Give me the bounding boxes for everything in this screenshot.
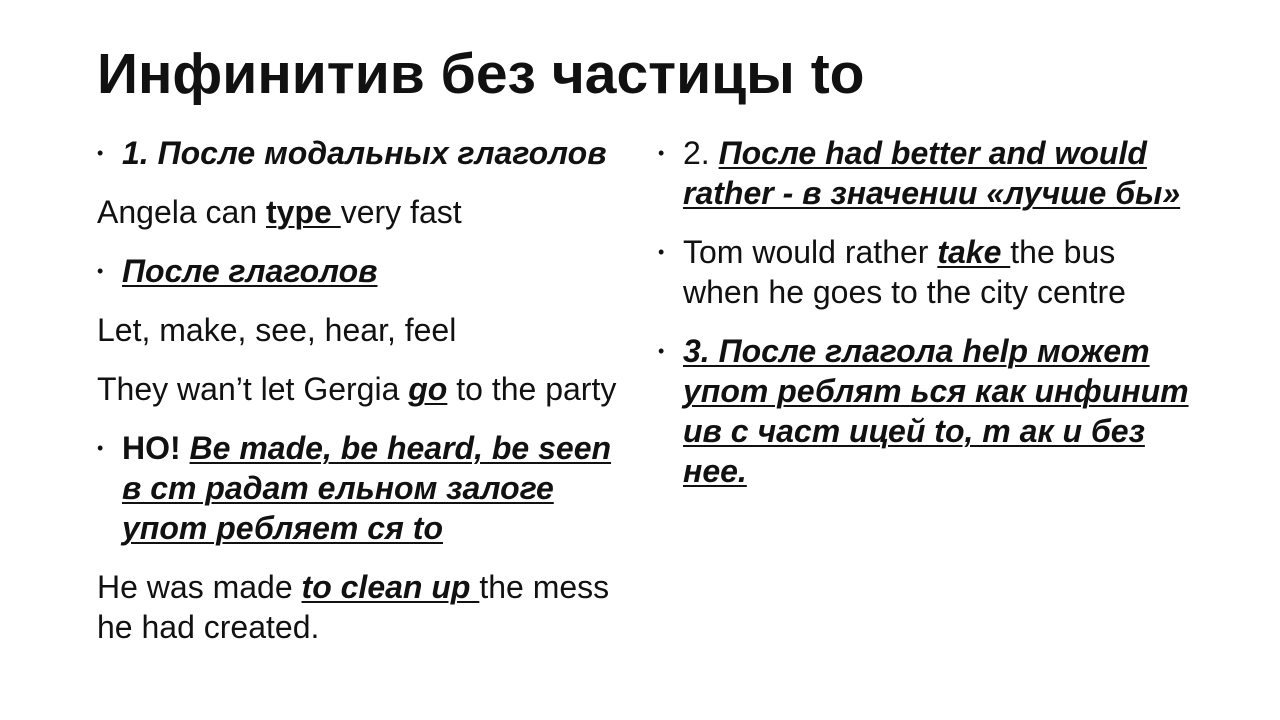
example-text: very fast: [340, 194, 462, 230]
bullet-modal-verbs: [97, 133, 637, 173]
example-verb: take: [937, 234, 1011, 270]
example-text: the bus when he goes to the city centre: [683, 234, 1126, 310]
bullet-lead: НО!: [122, 430, 190, 466]
example-verb: go: [408, 371, 448, 407]
bullet-dot-icon: •: [97, 261, 104, 281]
bullet-dot-icon: •: [97, 438, 104, 458]
example-text: to the party: [447, 371, 617, 407]
example-text: the mess he had created.: [97, 569, 610, 645]
example-verb: type: [266, 194, 341, 230]
example-verb: to clean up: [301, 569, 480, 605]
example-text: He was made: [97, 569, 302, 605]
bullet-had-better: [658, 133, 1198, 213]
example-text: They wan’t let Gergia: [97, 371, 409, 407]
left-column: [97, 133, 637, 647]
example-text: Angela can: [97, 194, 267, 230]
verb-list: Let, make, see, hear, feel: [97, 312, 457, 348]
bullet-text: После глаголов: [122, 253, 378, 289]
bullet-dot-icon: •: [658, 143, 665, 163]
bullet-dot-icon: •: [658, 242, 665, 262]
bullet-passive: [97, 428, 637, 548]
bullet-lead: 2.: [683, 135, 719, 171]
example-angela: [97, 192, 637, 232]
example-gergia: [97, 369, 637, 409]
bullet-text: После had better and would rather - в значении «лучше бы»: [683, 135, 1181, 211]
bullet-example-tom: [658, 232, 1198, 312]
slide-title: Инфинитив без частицы to: [97, 42, 865, 106]
example-clean-up: [97, 567, 637, 647]
bullet-after-verbs: [97, 251, 637, 291]
example-text: Tom would rather: [683, 234, 938, 270]
bullet-text: Be made, be heard, be seen в ст радат ельном залоге упот ребляет ся to: [122, 430, 612, 546]
bullet-help: [658, 331, 1198, 491]
bullet-text: 3. После глагола help может упот реблят ься как инфинит ив с част ицей to, т ак и без нее.: [683, 333, 1189, 489]
right-column: [658, 133, 1198, 491]
bullet-dot-icon: •: [97, 143, 104, 163]
bullet-dot-icon: •: [658, 341, 665, 361]
bullet-text: 1. После модальных глаголов: [122, 135, 607, 171]
